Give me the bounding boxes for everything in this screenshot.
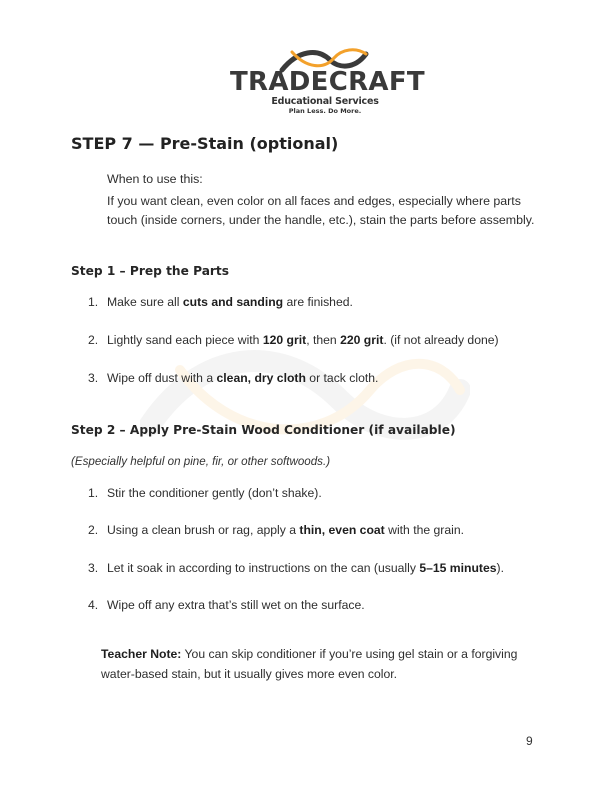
logo-tagline: Plan Less. Do More.	[288, 107, 362, 115]
list-item: 3. Let it soak in according to instructions on the can (usually 5–15 minutes).	[88, 561, 504, 575]
tradecraft-logo	[230, 44, 425, 118]
step2-note: (Especially helpful on pine, fir, or other softwoods.)	[71, 455, 331, 468]
list-item: 2. Using a clean brush or rag, apply a thin, even coat with the grain.	[88, 523, 465, 537]
tradecraft-watermark-icon	[140, 330, 470, 460]
teacher-note-text: You can skip conditioner if you’re using gel stain or a forgiving water-based stain, but it usually gives more even color.	[101, 647, 518, 681]
logo-subtitle: Educational Services	[271, 96, 379, 107]
step1-heading: Step 1 – Prep the Parts	[71, 264, 230, 278]
list-item: 2. Lightly sand each piece with 120 grit, then 220 grit. (if not already done)	[88, 333, 499, 347]
list-item: 4. Wipe off any extra that’s still wet on the surface.	[88, 598, 365, 612]
step2-heading: Step 2 – Apply Pre-Stain Wood Conditioner (if available)	[71, 423, 456, 437]
logo-name: TRADECRAFT	[230, 67, 425, 97]
page-number: 9	[526, 734, 533, 748]
intro-label: When to use this:	[107, 172, 203, 186]
page-title: STEP 7 — Pre-Stain (optional)	[71, 134, 339, 153]
intro-block	[107, 170, 537, 230]
list-item: 1. Stir the conditioner gently (don’t shake).	[88, 486, 322, 500]
teacher-note	[101, 645, 521, 684]
list-item: 1. Make sure all cuts and sanding are finished.	[88, 295, 353, 309]
intro-text: If you want clean, even color on all faces and edges, especially where parts touch (inside corners, under the handle, etc.), stain the parts before assembly.	[107, 194, 535, 227]
teacher-note-label: Teacher Note:	[101, 647, 182, 661]
list-item: 3. Wipe off dust with a clean, dry cloth or tack cloth.	[88, 371, 379, 385]
